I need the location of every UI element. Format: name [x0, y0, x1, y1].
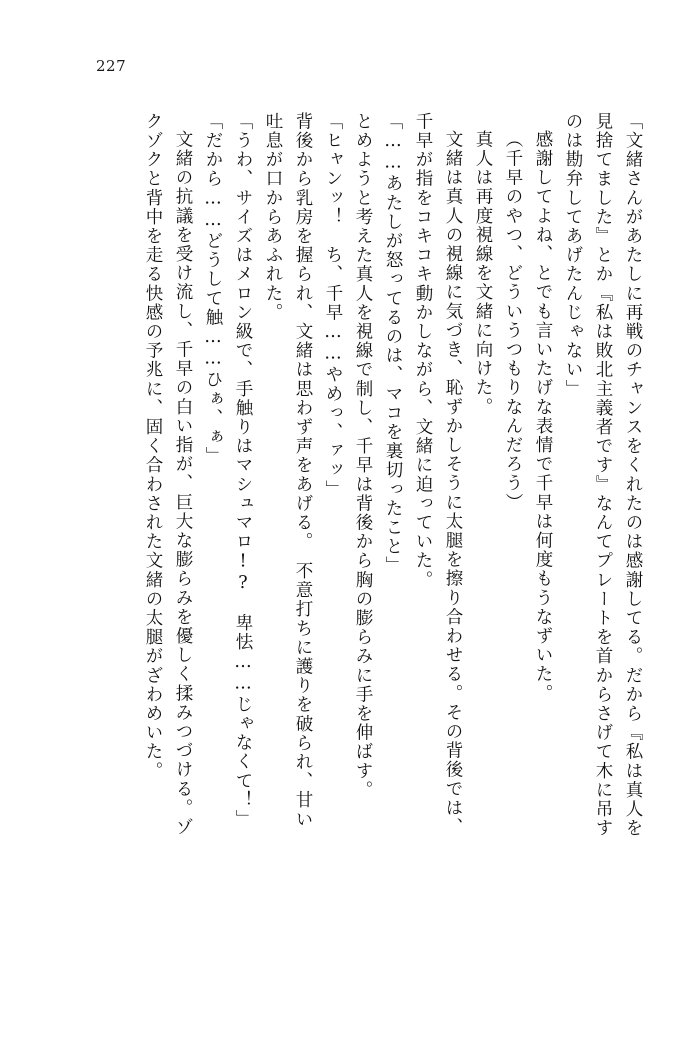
text-line: 「文緒さんがあたしに再戦のチャンスをくれたのは感謝してる。だから『私は真人を — [623, 112, 643, 838]
text-line: 「だから……どうして触……ひぁ、ぁ」 — [203, 112, 223, 466]
text-line: 吐息が口からあふれた。 — [263, 112, 283, 323]
vertical-text-body — [58, 112, 648, 902]
text-line: クゾクと背中を走る快感の予兆に、固く合わされた文緒の太腿がざわめいた。 — [143, 112, 163, 781]
text-line: 文緒の抗議を受け流し、千早の白い指が、巨大な膨らみを優しく揉みつづける。ゾ — [173, 130, 193, 837]
text-line: のは勘弁してあげたんじゃない」 — [563, 112, 583, 399]
text-line: 「うわ、サイズはメロン級で、手触りはマシュマロ!? 卑怯……じゃなくて！」 — [233, 112, 253, 829]
page-number: 227 — [96, 57, 127, 75]
text-line: 背後から乳房を握られ、文緒は思わず声をあげる。 不意打ちに護りを破られ、甘い — [293, 112, 313, 830]
text-line: 見捨てました』とか『私は敗北主義者です』なんてプレートを首からさげて木に吊す — [593, 112, 613, 838]
text-line: とめようと考えた真人を視線で制し、千早は背後から胸の膨らみに手を伸ばす。 — [353, 112, 373, 800]
text-line: 感謝してよね、とでも言いたげな表情で千早は何度もうなずいた。 — [533, 130, 553, 703]
text-line: （千早のやつ、どういうつもりなんだろう） — [503, 130, 523, 512]
text-line: 真人は再度視線を文緒に向けた。 — [473, 130, 493, 417]
text-line: 「……あたしが怒ってるのは、マコを裏切ったこと」 — [383, 112, 403, 576]
text-line: 文緒は真人の視線に気づき、恥ずかしそうに太腿を擦り合わせる。その背後では、 — [443, 130, 463, 837]
text-line: 「ヒャンッ！ ち、千早……やめっ、ァッ」 — [323, 112, 343, 499]
text-line: 千早が指をコキコキ動かしながら、文緒に迫っていた。 — [413, 112, 433, 590]
